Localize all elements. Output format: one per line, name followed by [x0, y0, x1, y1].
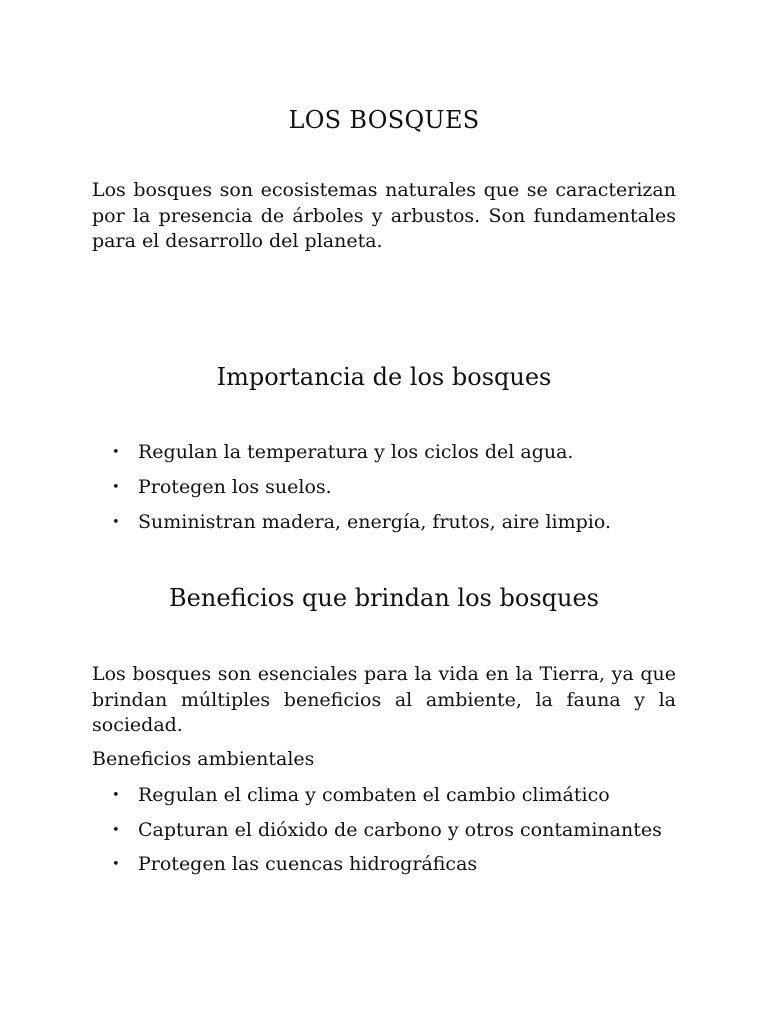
list-item	[92, 440, 676, 466]
bullet-icon: •	[112, 822, 120, 838]
ambientales-list	[92, 783, 676, 887]
list-item-text: Regulan el clima y combaten el cambio climático	[138, 784, 610, 806]
list-item-text: Capturan el dióxido de carbono y otros contaminantes	[138, 818, 662, 841]
bullet-icon: •	[112, 480, 120, 495]
list-item	[92, 818, 676, 844]
intro-paragraph: Los bosques son ecosistemas naturales que se caracterizan por la presencia de árboles y arbustos. Son fundamentales para el desarrollo del planeta.	[92, 179, 676, 252]
beneficios-paragraph: Los bosques son esenciales para la vida en la Tierra, ya que brindan múltiples beneficios al ambiente, la fauna y la sociedad.	[92, 663, 676, 736]
list-item	[92, 510, 676, 536]
bullet-icon: •	[112, 515, 120, 530]
bullet-icon: •	[112, 445, 120, 460]
list-item	[92, 783, 676, 809]
list-item-text: Regulan la temperatura y los ciclos del agua.	[138, 441, 574, 463]
list-item-text: Suministran madera, energía, frutos, aire limpio.	[138, 511, 612, 533]
bullet-icon: •	[112, 857, 120, 872]
list-item-text: Protegen las cuencas hidrográficas	[138, 853, 478, 875]
list-item	[92, 852, 676, 878]
importancia-list	[92, 440, 676, 545]
section-heading-beneficios: Beneficios que brindan los bosques	[169, 584, 599, 612]
bullet-icon: •	[112, 788, 120, 803]
section-heading-importancia: Importancia de los bosques	[216, 363, 552, 391]
subheading-beneficios-ambientales: Beneficios ambientales	[92, 748, 315, 770]
list-item	[92, 475, 676, 501]
list-item-text: Protegen los suelos.	[138, 476, 332, 498]
document-title: LOS BOSQUES	[288, 106, 480, 134]
